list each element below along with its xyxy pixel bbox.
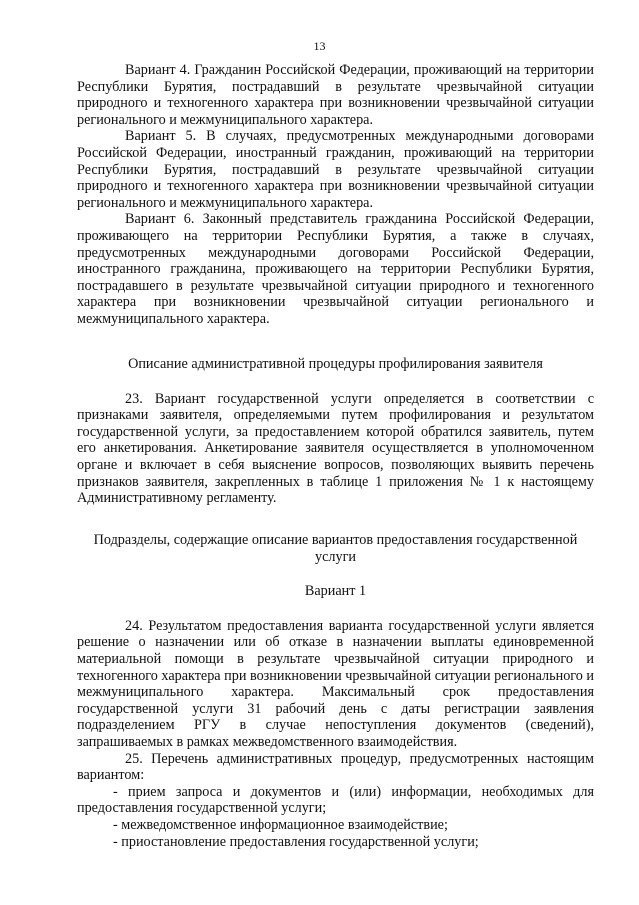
paragraph-variant-6: Вариант 6. Законный представитель гражданина Российской Федерации, проживающего на территории Республики Бурятия, а также в случаях, предусмотренных международными договорами Российской Федерации, иностранного гражданина, проживающего на территории Республики Бурятия, пострадавшего в результате чрезвычайной ситуации природного и техногенного характера при возникновении чрезвычайной ситуации регионального и межмуниципального характера. <box>77 211 594 327</box>
paragraph-23: 23. Вариант государственной услуги определяется в соответствии с признаками заявителя, определяемыми путем профилирования и результатом государственной услуги, за предоставлением которой обратился заявитель, путем его анкетирования. Анкетирование заявителя осуществляется в уполномоченном органе и включает в себя выяснение вопросов, позволяющих выявить перечень признаков заявителя, закрепленных в таблице 1 приложения № 1 к настоящему Административному регламенту. <box>77 390 594 507</box>
profiling-section <box>77 356 594 507</box>
variants-intro-section <box>77 62 594 328</box>
heading-profiling: Описание административной процедуры профилирования заявителя <box>128 356 543 372</box>
paragraph-variant-5: Вариант 5. В случаях, предусмотренных международными договорами Российской Федерации, иностранный гражданин, проживающий на территории Республики Бурятия, пострадавший в результате чрезвычайной ситуации природного и техногенного характера при возникновении чрезвычайной ситуации регионального и межмуниципального характера. <box>77 128 594 211</box>
page-number: 13 <box>313 39 326 53</box>
list-item: - межведомственное информационное взаимодействие; <box>113 816 448 833</box>
paragraph-variant-4: Вариант 4. Гражданин Российской Федерации, проживающий на территории Республики Бурятия, пострадавший в результате чрезвычайной ситуации природного и техногенного характера при возникновении чрезвычайной ситуации регионального и межмуниципального характера. <box>77 62 594 128</box>
list-item: - приостановление предоставления государственной услуги; <box>113 833 479 850</box>
paragraph-24: 24. Результатом предоставления варианта государственной услуги является решение о назначении или об отказе в назначении выплаты единовременной материальной помощи в результате чрезвычайной ситуации природного и техногенного характера при возникновении чрезвычайной ситуации регионального и межмуниципального характера. Максимальный срок предоставления государственной услуги 31 рабочий день с даты регистрации заявления подразделением РГУ в случае непоступления документов (сведений), запрашиваемых в рамках межведомственного взаимодействия. <box>77 617 594 750</box>
paragraph-25: 25. Перечень административных процедур, предусмотренных настоящим вариантом: <box>77 750 594 784</box>
heading-variant-1: Вариант 1 <box>304 583 367 600</box>
heading-subsections: Подразделы, содержащие описание вариантов предоставления государственной услуги <box>93 532 578 565</box>
list-item: - прием запроса и документов и (или) информации, необходимых для предоставления государственной услуги; <box>77 783 594 817</box>
subsections-section <box>77 532 594 850</box>
